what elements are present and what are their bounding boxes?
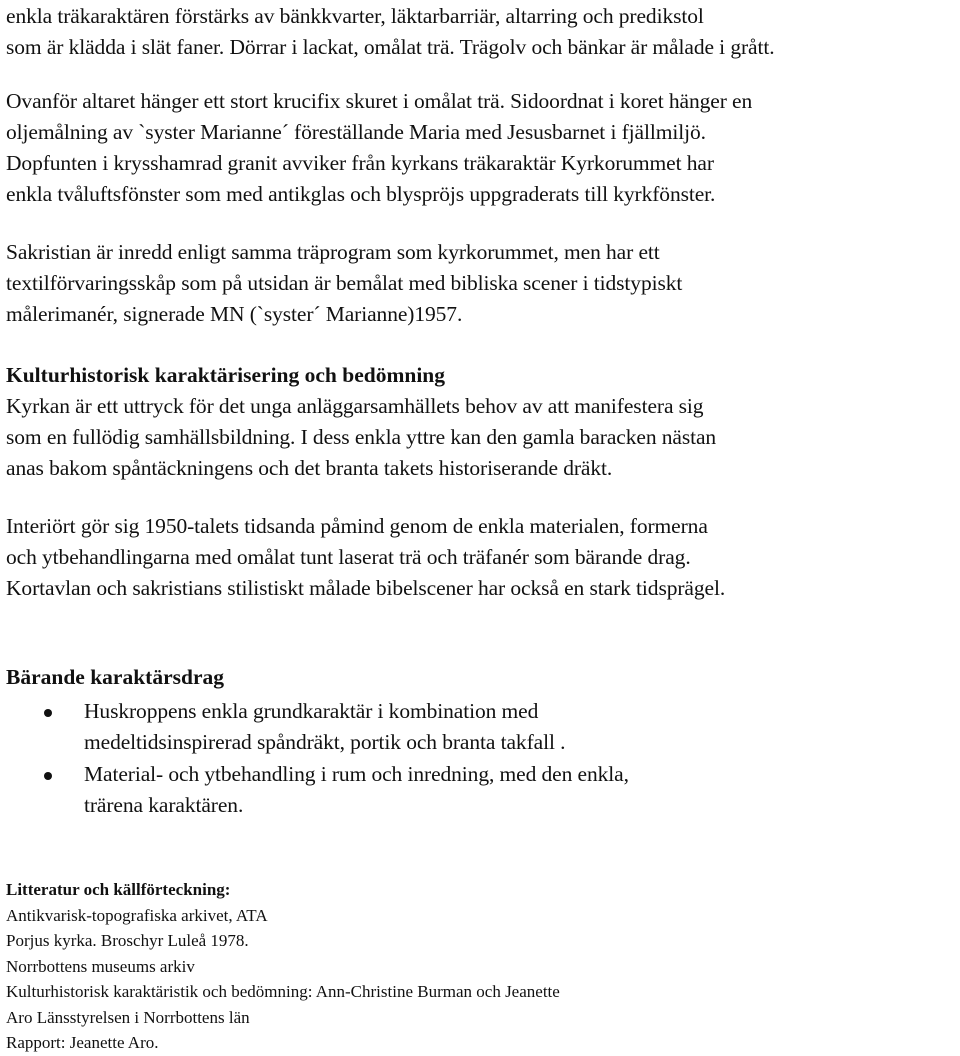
section-character-heading-block bbox=[6, 662, 951, 693]
text-line: enkla träkaraktären förstärks av bänkkvarter, läktarbarriär, altarring och predikstol bbox=[6, 4, 704, 28]
reference-line: Aro Länsstyrelsen i Norrbottens län bbox=[6, 1007, 250, 1027]
bullet-text bbox=[84, 696, 565, 758]
reference-line: Rapport: Jeanette Aro. bbox=[6, 1033, 159, 1052]
text-line: målerimanér, signerade MN (`syster´ Marianne)1957. bbox=[6, 302, 463, 326]
section-heading: Kulturhistorisk karaktärisering och bedömning bbox=[6, 363, 446, 387]
text-line: Dopfunten i krysshamrad granit avviker från kyrkans träkaraktär Kyrkorummet har bbox=[6, 151, 714, 175]
bullet-item bbox=[6, 759, 951, 821]
text-line: som är klädda i slät faner. Dörrar i lackat, omålat trä. Trägolv och bänkar är målade i grått. bbox=[6, 35, 775, 59]
text-line: medeltidsinspirerad spåndräkt, portik och branta takfall . bbox=[84, 730, 566, 754]
reference-line: Porjus kyrka. Broschyr Luleå 1978. bbox=[6, 931, 249, 950]
bullet-icon bbox=[44, 709, 52, 717]
bullet-item bbox=[6, 696, 951, 758]
section-cultural-assessment bbox=[6, 360, 951, 484]
section-literature bbox=[6, 877, 951, 1056]
reference-line: Norrbottens museums arkiv bbox=[6, 956, 195, 976]
text-line: enkla tvåluftsfönster som med antikglas och blyspröjs uppgraderats till kyrkfönster. bbox=[6, 182, 716, 206]
bullet-icon bbox=[44, 772, 52, 780]
text-line: Kortavlan och sakristians stilistiskt målade bibelscener har också en stark tidsprägel. bbox=[6, 576, 726, 600]
text-line: anas bakom spåntäckningens och det branta takets historiserande dräkt. bbox=[6, 456, 613, 480]
section-heading: Bärande karaktärsdrag bbox=[6, 665, 224, 689]
text-line: textilförvaringsskåp som på utsidan är bemålat med bibliska scener i tidstypiskt bbox=[6, 271, 683, 295]
text-line: Huskroppens enkla grundkaraktär i kombination med bbox=[84, 699, 539, 723]
text-line: Material- och ytbehandling i rum och inredning, med den enkla, bbox=[84, 762, 629, 786]
bullet-text bbox=[84, 759, 629, 821]
paragraph-altar-and-choir bbox=[6, 86, 951, 210]
text-line: Ovanför altaret hänger ett stort krucifix skuret i omålat trä. Sidoordnat i koret hänger en bbox=[6, 89, 753, 113]
text-line: oljemålning av `syster Marianne´ föreställande Maria med Jesusbarnet i fjällmiljö. bbox=[6, 120, 706, 144]
text-line: som en fullödig samhällsbildning. I dess enkla yttre kan den gamla baracken nästan bbox=[6, 425, 717, 449]
text-line: Kyrkan är ett uttryck för det unga anläggarsamhällets behov av att manifestera sig bbox=[6, 394, 704, 418]
text-line: Sakristian är inredd enligt samma träprogram som kyrkorummet, men har ett bbox=[6, 240, 660, 264]
paragraph-interior-assessment bbox=[6, 511, 951, 604]
paragraph-sacristy bbox=[6, 237, 951, 330]
paragraph-interior-fittings bbox=[6, 1, 951, 63]
reference-line: Kulturhistorisk karaktäristik och bedömning: Ann-Christine Burman och Jeanette bbox=[6, 982, 560, 1001]
section-heading: Litteratur och källförteckning: bbox=[6, 880, 231, 899]
reference-line: Antikvarisk-topografiska arkivet, ATA bbox=[6, 905, 268, 925]
text-line: trärena karaktären. bbox=[84, 793, 244, 817]
text-line: och ytbehandlingarna med omålat tunt laserat trä och träfanér som bärande drag. bbox=[6, 545, 691, 569]
text-line: Interiört gör sig 1950-talets tidsanda påmind genom de enkla materialen, formerna bbox=[6, 514, 708, 538]
